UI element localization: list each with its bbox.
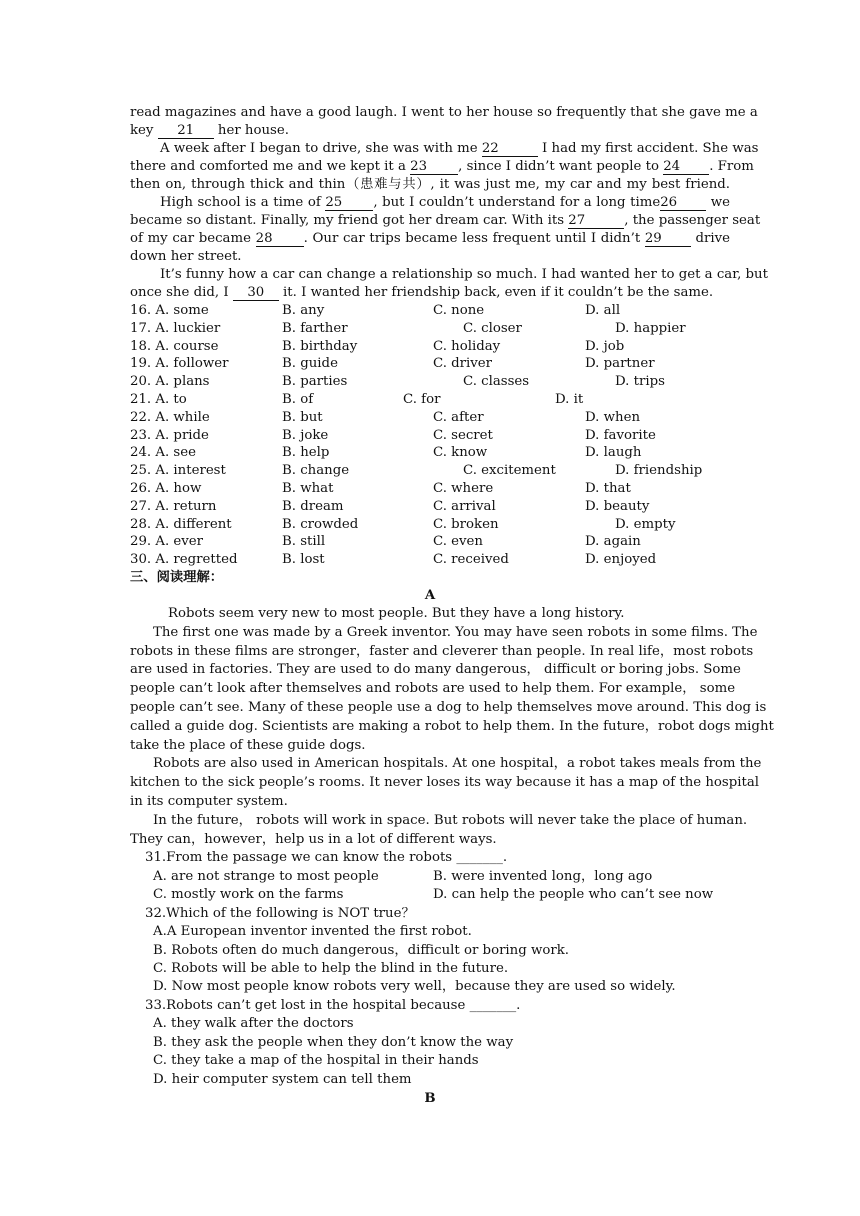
text-run: key <box>130 123 158 138</box>
option-d[interactable]: D. friendship <box>615 463 703 479</box>
passage-label: A <box>424 587 436 603</box>
option-row <box>130 551 730 569</box>
passage-label: B <box>424 1091 436 1106</box>
passage-line <box>130 230 730 248</box>
passage-line <box>130 122 730 140</box>
option-c[interactable]: C. after <box>433 409 484 425</box>
answer-option[interactable]: B. Robots often do much dangerous，difficult or boring work. <box>153 942 570 958</box>
option-d[interactable]: D. favorite <box>585 427 656 443</box>
option-b[interactable]: B. guide <box>282 356 338 372</box>
option-d[interactable]: D. happier <box>615 320 686 336</box>
answer-option[interactable]: A. are not strange to most people <box>153 868 379 884</box>
passage-line <box>130 140 759 158</box>
option-c[interactable]: C. holiday <box>433 338 501 354</box>
option-c[interactable]: C. driver <box>433 356 493 372</box>
option-a[interactable]: 29. A. ever <box>130 534 204 550</box>
option-d[interactable]: D. again <box>585 534 641 550</box>
document-page <box>130 104 774 1108</box>
answer-option[interactable]: C. mostly work on the farms <box>153 887 344 903</box>
option-a[interactable]: 26. A. how <box>130 480 202 496</box>
passage-line <box>130 248 730 266</box>
question-list <box>130 849 730 1089</box>
option-c[interactable]: C. received <box>433 552 509 568</box>
option-a[interactable]: 18. A. course <box>130 338 219 354</box>
text-run: there and comforted me and we kept it a <box>130 159 411 174</box>
question-stem: 31.From the passage we can know the robots _______. <box>145 850 508 866</box>
option-c[interactable]: C. broken <box>433 516 499 532</box>
answer-blank[interactable]: 27 <box>568 214 624 229</box>
answer-blank[interactable]: 29 <box>645 232 691 247</box>
text-run: of my car became <box>130 231 256 246</box>
option-b[interactable]: B. birthday <box>282 338 358 354</box>
option-row <box>130 320 730 338</box>
answer-option[interactable]: B. they ask the people when they don’t know the way <box>153 1034 514 1050</box>
answer-blank[interactable]: 22 <box>482 142 538 157</box>
option-a[interactable]: 22. A. while <box>130 409 210 425</box>
text-run: It’s funny how a car can change a relationship so much. I had wanted her to get a car, but <box>160 267 768 282</box>
option-a[interactable]: 21. A. to <box>130 391 187 407</box>
text-run: , since I didn’t want people to <box>458 159 664 174</box>
question-stem: 32.Which of the following is NOT true？ <box>145 905 415 921</box>
option-c[interactable]: C. know <box>433 445 488 461</box>
option-b[interactable]: B. but <box>282 409 323 425</box>
passage-line: The first one was made by a Greek inventor. You may have seen robots in some films. The <box>153 624 758 640</box>
option-row <box>130 427 730 445</box>
option-b[interactable]: B. of <box>282 391 314 407</box>
option-d[interactable]: D. empty <box>615 516 676 532</box>
option-c[interactable]: C. closer <box>463 320 522 336</box>
option-b[interactable]: B. what <box>282 480 334 496</box>
option-row <box>130 338 730 356</box>
option-d[interactable]: D. job <box>585 338 625 354</box>
passage-line: In the future， robots will work in space. But robots will never take the place of human. <box>153 812 748 828</box>
option-d[interactable]: D. all <box>585 303 621 318</box>
passage-line: Robots seem very new to most people. But they have a long history. <box>168 605 625 621</box>
option-row <box>130 533 730 551</box>
option-row <box>130 355 730 373</box>
option-b[interactable]: B. help <box>282 445 330 461</box>
passage-line: They can，however，help us in a lot of different ways. <box>130 831 497 847</box>
text-run: down her street. <box>130 249 242 264</box>
option-a[interactable]: 25. A. interest <box>130 463 226 479</box>
option-row <box>130 498 730 516</box>
option-a[interactable]: 24. A. see <box>130 445 196 461</box>
question-stem: 33.Robots can’t get lost in the hospital because _______. <box>145 997 521 1013</box>
option-b[interactable]: B. lost <box>282 552 325 568</box>
passage-line: people can’t see. Many of these people use a dog to help themselves move around. This dog is <box>130 699 767 715</box>
section-heading: 三、阅读理解： <box>130 569 224 585</box>
option-a[interactable]: 16. A. some <box>130 303 209 318</box>
option-c[interactable]: C. where <box>433 480 494 496</box>
option-a[interactable]: 30. A. regretted <box>130 552 238 568</box>
answer-option[interactable]: A.A European inventor invented the first robot. <box>153 924 472 940</box>
option-d[interactable]: D. partner <box>585 356 655 372</box>
option-d[interactable]: D. enjoyed <box>585 552 657 568</box>
passage-line <box>130 212 761 230</box>
text-run: her house. <box>213 123 289 138</box>
text-run: drive <box>690 231 730 246</box>
option-b[interactable]: B. any <box>282 303 325 318</box>
option-c[interactable]: C. classes <box>463 374 530 390</box>
option-a[interactable]: 27. A. return <box>130 498 217 514</box>
option-d[interactable]: D. trips <box>615 374 665 390</box>
option-c[interactable]: C. even <box>433 534 483 550</box>
passage-line: kitchen to the sick people’s rooms. It never loses its way because it has a map of the hospital <box>130 775 760 791</box>
passage-line <box>130 104 758 122</box>
text-run: read magazines and have a good laugh. I went to her house so frequently that she gave me a <box>130 105 758 120</box>
option-row <box>130 462 730 480</box>
passage-line: take the place of these guide dogs. <box>130 737 366 753</box>
option-row <box>130 480 730 498</box>
text-run: became so distant. Finally, my friend got her dream car. With its <box>130 213 569 228</box>
text-run: , the passenger seat <box>624 213 761 228</box>
answer-option[interactable]: B. were invented long，long ago <box>433 868 653 884</box>
option-b[interactable]: B. change <box>282 463 350 479</box>
answer-option[interactable]: D. Now most people know robots very well，because they are used so widely. <box>153 979 676 995</box>
text-run: I had my first accident. She was <box>537 141 759 156</box>
passage-line: are used in factories. They are used to do many dangerous， difficult or boring jobs. Some <box>130 662 741 678</box>
text-run: it. I wanted her friendship back, even if it couldn’t be the same. <box>278 285 714 300</box>
options-list <box>130 302 730 569</box>
option-a[interactable]: 20. A. plans <box>130 374 210 390</box>
text-run: we <box>706 195 731 210</box>
passage-line: called a guide dog. Scientists are making a robot to help them. In the future，robot dogs might <box>130 718 774 734</box>
option-b[interactable]: B. parties <box>282 374 348 390</box>
text-run: , but I couldn’t understand for a long time <box>373 195 661 210</box>
option-c[interactable]: C. excitement <box>463 463 556 479</box>
option-b[interactable]: B. joke <box>282 427 329 443</box>
answer-option[interactable]: D. can help the people who can’t see now <box>433 887 714 903</box>
passage-line: people can’t look after themselves and robots are used to help them. For example， some <box>130 681 736 697</box>
option-a[interactable]: 17. A. luckier <box>130 320 221 336</box>
passage-line: in its computer system. <box>130 793 288 809</box>
answer-option-row <box>130 868 730 886</box>
option-b[interactable]: B. dream <box>282 498 344 514</box>
option-b[interactable]: B. crowded <box>282 516 359 532</box>
option-c[interactable]: C. arrival <box>433 498 496 514</box>
option-d[interactable]: D. it <box>555 391 584 407</box>
option-c[interactable]: C. secret <box>433 427 493 443</box>
answer-option[interactable]: C. they take a map of the hospital in their hands <box>153 1053 479 1069</box>
answer-option[interactable]: D. heir computer system can tell them <box>153 1071 412 1087</box>
answer-blank[interactable]: 28 <box>256 232 304 247</box>
cloze-passage <box>130 104 768 302</box>
option-row <box>130 391 730 409</box>
option-d[interactable]: D. beauty <box>585 498 650 514</box>
option-d[interactable]: D. that <box>585 480 631 496</box>
passage-line <box>130 158 754 176</box>
passage-line <box>130 194 730 212</box>
text-run: . Our car trips became less frequent until I didn’t <box>303 231 645 246</box>
text-run: then on, through thick and thin（患难与共）, it was just me, my car and my best friend. <box>130 177 730 192</box>
answer-blank[interactable]: 23 <box>410 160 458 175</box>
option-row <box>130 302 730 320</box>
option-a[interactable]: 28. A. different <box>130 516 232 532</box>
option-d[interactable]: D. laugh <box>585 445 642 461</box>
option-row <box>130 409 730 427</box>
option-row <box>130 444 730 462</box>
option-c[interactable]: C. none <box>433 303 485 318</box>
answer-option[interactable]: A. they walk after the doctors <box>153 1016 354 1032</box>
text-run: A week after I began to drive, she was with me <box>160 141 482 156</box>
passage-line <box>130 266 768 284</box>
passage-line: robots in these films are stronger，faster and cleverer than people. In real life，most robots <box>130 643 754 659</box>
answer-blank[interactable]: 26 <box>660 196 706 211</box>
passage-line <box>130 284 730 302</box>
option-a[interactable]: 19. A. follower <box>130 356 229 372</box>
answer-blank[interactable]: 30 <box>233 286 279 301</box>
text-run: High school is a time of <box>160 195 326 210</box>
reading-passage-a <box>130 605 774 849</box>
answer-blank[interactable]: 25 <box>325 196 373 211</box>
passage-line <box>130 176 730 194</box>
option-c[interactable]: C. for <box>403 391 441 407</box>
answer-blank[interactable]: 24 <box>663 160 709 175</box>
text-run: . From <box>709 159 754 174</box>
option-d[interactable]: D. when <box>585 409 641 425</box>
answer-option-row <box>130 886 730 904</box>
text-run: once she did, I <box>130 285 233 300</box>
answer-blank[interactable]: 21 <box>158 124 214 139</box>
option-b[interactable]: B. farther <box>282 320 348 336</box>
option-row <box>130 516 730 534</box>
option-a[interactable]: 23. A. pride <box>130 427 209 443</box>
option-b[interactable]: B. still <box>282 534 326 550</box>
answer-option[interactable]: C. Robots will be able to help the blind in the future. <box>153 961 509 977</box>
passage-line: Robots are also used in American hospitals. At one hospital，a robot takes meals from the <box>153 756 762 772</box>
option-row <box>130 373 730 391</box>
